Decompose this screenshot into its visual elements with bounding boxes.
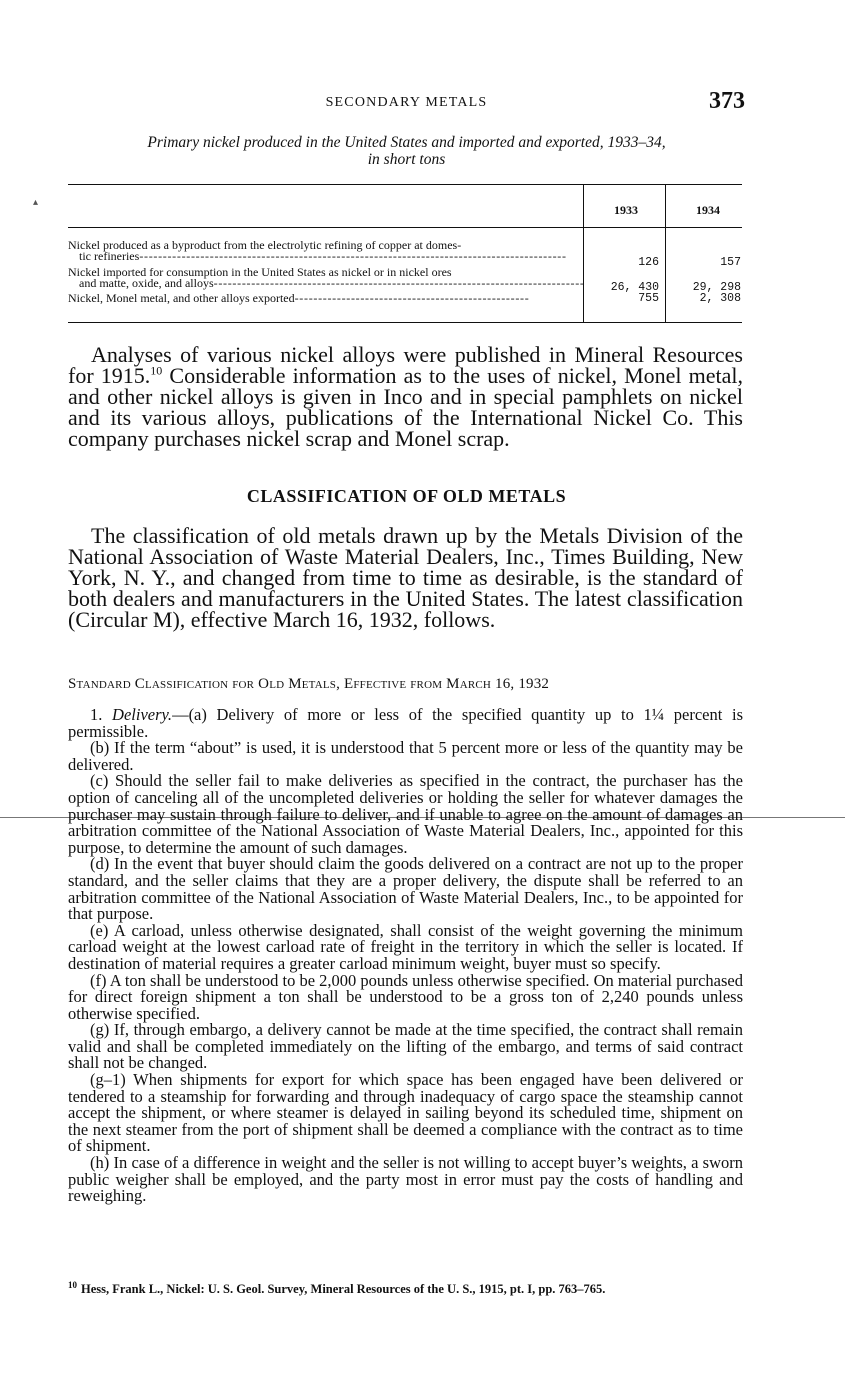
column-1934: 1934: [696, 203, 720, 217]
column-1933: 1933: [614, 203, 638, 217]
footnote-ref: 10: [150, 363, 163, 378]
delivery-paragraph: (e) A carload, unless otherwise designated, shall consist of the weight governing the minimum carload weight at the lowest carload rate of freight in the territory in which the seller is located. If destination of material requires a greater carload minimum weight, buyer must so specify.: [68, 920, 743, 973]
scan-mark: ▴: [33, 197, 39, 208]
value-1933: 26, 430: [610, 281, 659, 294]
row-label: Nickel, Monel metal, and other alloys exported--------------------------------------------------: [68, 291, 530, 305]
delivery-paragraph: (g–1) When shipments for export for which space has been engaged have been delivered or tendered to a steamship for forwarding and through inadequacy of cargo space the steamship cannot accept the shipment, or where steamer is delayed in sailing beyond its scheduled time, shipment on the next steamer from the port of shipment shall be deemed a compliance with the contract as to time of shipment.: [68, 1070, 743, 1156]
delivery-paragraph: (f) A ton shall be understood to be 2,000 pounds unless otherwise specified. On material purchased for direct foreign shipment a ton shall be understood to be a gross ton of 2,240 pounds unless otherwise specified.: [68, 970, 743, 1023]
delivery-paragraph: (d) In the event that buyer should claim the goods delivered on a contract are not up to the proper standard, and the seller claims that they are a proper delivery, the dispute shall be referred to an arbitration committee of the National Association of Waste Material Dealers, Inc., to be appointed for that purpose.: [68, 854, 743, 924]
delivery-paragraph: (c) Should the seller fail to make deliveries as specified in the contract, the purchaser has the option of canceling all of the uncompleted deliveries or holding the seller for whatever damages the purchaser may sustain through failure to deliver, and if unable to agree on the amount of damages an arbitration committee of the National Association of Waste Material Dealers, Inc., appointed for this purpose, to determine the amount of such damages.: [68, 771, 743, 857]
value-1934: 29, 298: [692, 281, 741, 294]
delivery-paragraph: 1. Delivery.—(a) Delivery of more or less of the specified quantity up to 1¼ percent is permissible.: [68, 705, 744, 741]
page-header: [68, 88, 745, 116]
page-number: 373: [709, 88, 745, 114]
row-label: Nickel imported for consumption in the United States as nickel or in nickel ores and matte, oxide, and alloys-------------------------------------------------------------------------------: [68, 265, 585, 290]
value-1934: 157: [720, 256, 741, 269]
table-header-rule: [68, 227, 742, 228]
nickel-table: [68, 184, 742, 323]
delivery-paragraph: (g) If, through embargo, a delivery cannot be made at the time specified, the contract shall remain valid and shall be completed immediately on the lifting of the embargo, and terms of said contract shall not be changed.: [68, 1020, 743, 1073]
value-1933: 755: [638, 292, 659, 305]
section-heading: CLASSIFICATION OF OLD METALS: [246, 486, 567, 506]
standard-heading: Standard Classification for Old Metals, Effective from March 16, 1932: [68, 676, 550, 692]
table-column-divider: [583, 185, 584, 322]
delivery-paragraph: (h) In case of a difference in weight and the seller is not willing to accept buyer’s weights, a sworn public weigher shall be employed, and the party most in error must pay the costs of handling and reweighing.: [68, 1153, 743, 1206]
running-head: SECONDARY METALS: [325, 95, 488, 110]
value-1933: 126: [638, 256, 659, 269]
classification-paragraph: The classification of old metals drawn up by the Metals Division of the National Association of Waste Material Dealers, Inc., Times Building, New York, N. Y., and changed from time to time as desirable, is the standard of both dealers and manufacturers in the United States. The latest classification (Circular M), effective March 16, 1932, follows.: [68, 523, 743, 632]
row-label: Nickel produced as a byproduct from the electrolytic refining of copper at domes- tic refineries-------------------------------------------------------------------------------------------: [68, 238, 567, 263]
table-caption-line-1: Primary nickel produced in the United States and imported and exported, 1933–34,: [147, 134, 666, 151]
intro-paragraph: Analyses of various nickel alloys were published in Mineral Resources for 1915.10 Considerable information as to the uses of nickel, Monel metal, and other nickel alloys is given in Inco and in special pamphlets on nickel and its various alloys, publications of the International Nickel Co. This company purchases nickel scrap and Monel scrap.: [68, 342, 743, 451]
value-1934: 2, 308: [699, 292, 741, 305]
delivery-section: [68, 707, 743, 1205]
table-caption-line-2: in short tons: [367, 151, 446, 168]
table-caption: [68, 134, 745, 168]
delivery-paragraph: (b) If the term “about” is used, it is understood that 5 percent more or less of the quantity may be delivered.: [68, 738, 743, 774]
footnote: $^{10}$ Hess, Frank L., Nickel: U. S. Geol. Survey, Mineral Resources of the U. S., 1915, pt. I, pp. 763–765.: [68, 1280, 606, 1297]
